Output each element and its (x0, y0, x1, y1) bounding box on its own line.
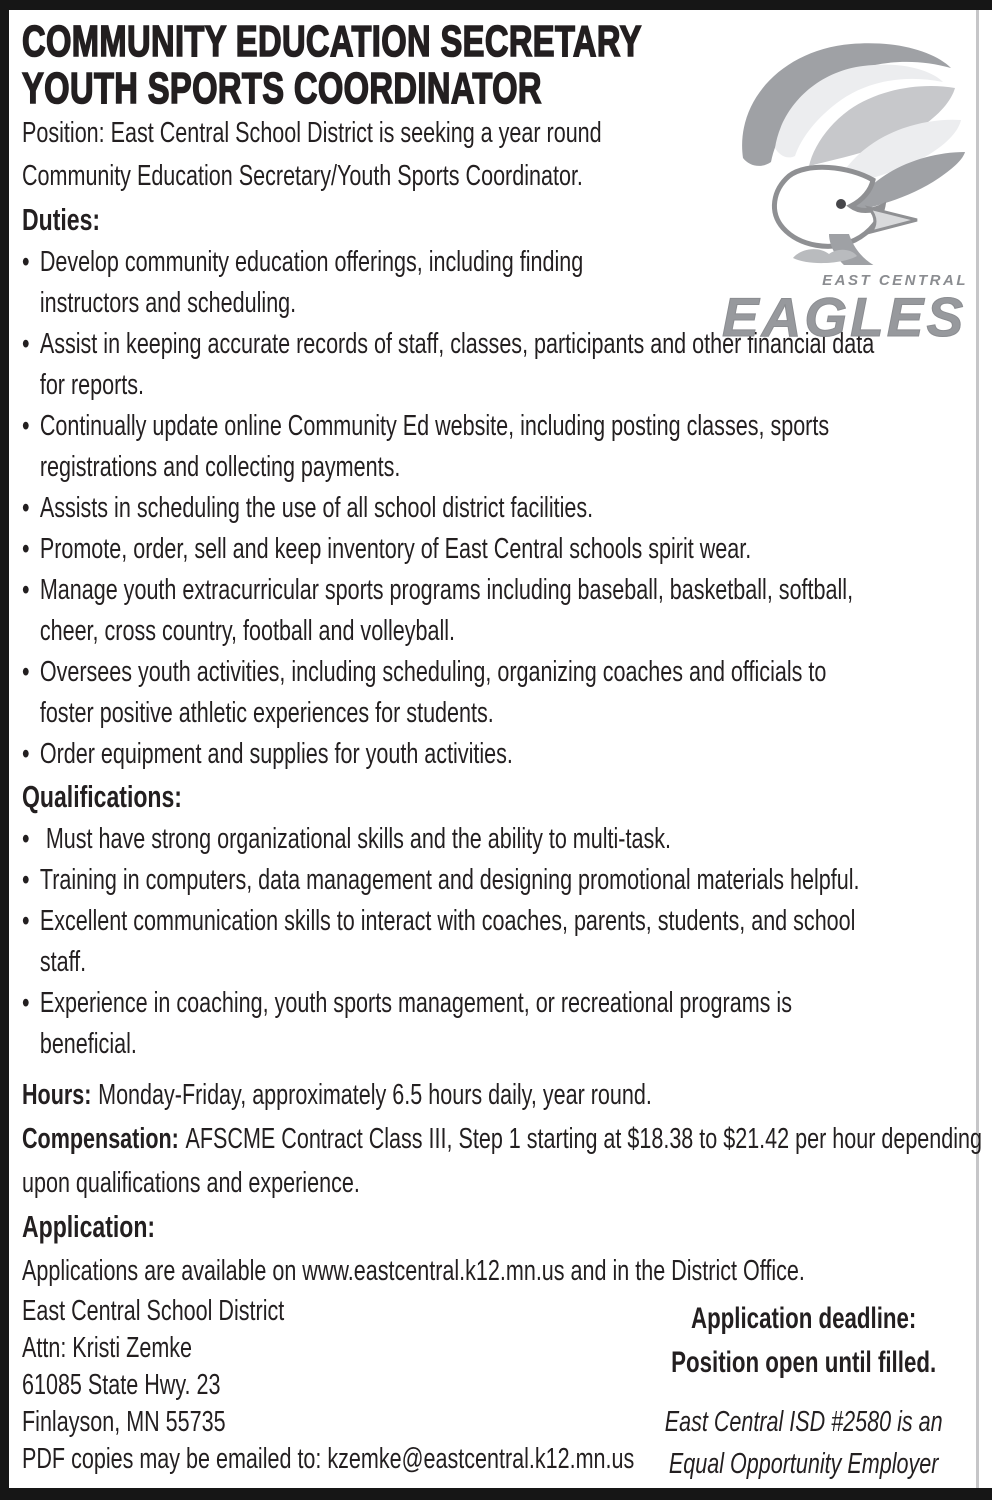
eoe-line: East Central ISD #2580 is an (664, 1406, 943, 1438)
compensation-line (22, 1117, 983, 1161)
duty-line: • Develop community education offerings, including finding (22, 242, 973, 283)
application-bottom-row (22, 1293, 973, 1485)
address-line: PDF copies may be emailed to: kzemke@eastcentral.k12.mn.us (22, 1443, 635, 1475)
logo-subtitle: EAST CENTRAL (822, 272, 968, 289)
title-line: COMMUNITY EDUCATION SECRETARY (22, 17, 642, 66)
position-line: Position: East Central School District is seeking a year round (22, 117, 602, 149)
title-line: YOUTH SPORTS COORDINATOR (22, 64, 542, 113)
details-section (22, 1073, 983, 1485)
duties-heading: Duties: (22, 202, 101, 237)
logo-wordmark: EAGLES (722, 286, 967, 348)
compensation-line: upon qualifications and experience. (22, 1167, 360, 1199)
deadline-line: Application deadline: (690, 1302, 917, 1335)
duty-line: for reports. (39, 369, 145, 401)
list-item (22, 570, 973, 652)
hours-text: Monday-Friday, approximately 6.5 hours daily, year round. (98, 1079, 652, 1111)
duty-line: • Continually update online Community Ed website, including posting classes, sports (22, 406, 973, 447)
mailing-address (22, 1293, 634, 1485)
deadline-block (634, 1293, 973, 1485)
left-border (0, 10, 9, 1488)
duty-line: cheer, cross country, football and volleyball. (39, 615, 456, 647)
qualification-line: beneficial. (39, 1028, 137, 1060)
list-item (22, 983, 973, 1065)
compensation-label: Compensation: (22, 1123, 179, 1155)
qualification-line: • Training in computers, data management and designing promotional materials helpful. (22, 860, 973, 901)
list-item (22, 860, 973, 901)
duty-line: • Promote, order, sell and keep inventory of East Central schools spirit wear. (22, 529, 973, 570)
list-item (22, 652, 973, 734)
qualification-line: • Experience in coaching, youth sports management, or recreational programs is (22, 983, 973, 1024)
hours-label: Hours: (22, 1079, 92, 1111)
duty-line: instructors and scheduling. (39, 287, 297, 319)
compensation-text: AFSCME Contract Class III, Step 1 starting at $18.38 to $21.42 per hour depending (185, 1123, 983, 1155)
right-border (976, 10, 979, 1488)
list-item (22, 488, 973, 529)
qualifications-heading: Qualifications: (22, 779, 182, 814)
qualification-line: • Must have strong organizational skills and the ability to multi-task. (22, 819, 973, 860)
duty-line: registrations and collecting payments. (39, 451, 401, 483)
list-item (22, 901, 973, 983)
position-line: Community Education Secretary/Youth Sports Coordinator. (22, 160, 583, 192)
duty-line: • Assists in scheduling the use of all school district facilities. (22, 488, 973, 529)
list-item (22, 529, 973, 570)
application-info: Applications are available on www.eastcentral.k12.mn.us and in the District Office. (22, 1255, 805, 1287)
qualifications-list (22, 819, 973, 1065)
list-item (22, 734, 973, 775)
application-heading: Application: (22, 1209, 156, 1244)
address-line: 61085 State Hwy. 23 (22, 1369, 221, 1401)
duty-line: • Order equipment and supplies for youth activities. (22, 734, 973, 775)
address-line: Attn: Kristi Zemke (22, 1332, 193, 1364)
duty-line: • Oversees youth activities, including scheduling, organizing coaches and officials to (22, 652, 973, 693)
address-line: East Central School District (22, 1295, 285, 1327)
list-item (22, 819, 973, 860)
eoe-line: Equal Opportunity Employer (668, 1448, 939, 1480)
hours-line (22, 1073, 973, 1117)
eagles-logo (722, 30, 974, 348)
qualification-line: • Excellent communication skills to interact with coaches, parents, students, and school (22, 901, 973, 942)
deadline-line: Position open until filled. (671, 1346, 937, 1379)
qualification-line: staff. (39, 946, 87, 978)
duty-line: • Assist in keeping accurate records of staff, classes, participants and other financial data (22, 324, 973, 365)
address-line: Finlayson, MN 55735 (22, 1406, 226, 1438)
duty-line: foster positive athletic experiences for students. (39, 697, 494, 729)
list-item (22, 406, 973, 488)
duty-line: • Manage youth extracurricular sports programs including baseball, basketball, softball, (22, 570, 973, 611)
eagle-icon (722, 30, 974, 265)
